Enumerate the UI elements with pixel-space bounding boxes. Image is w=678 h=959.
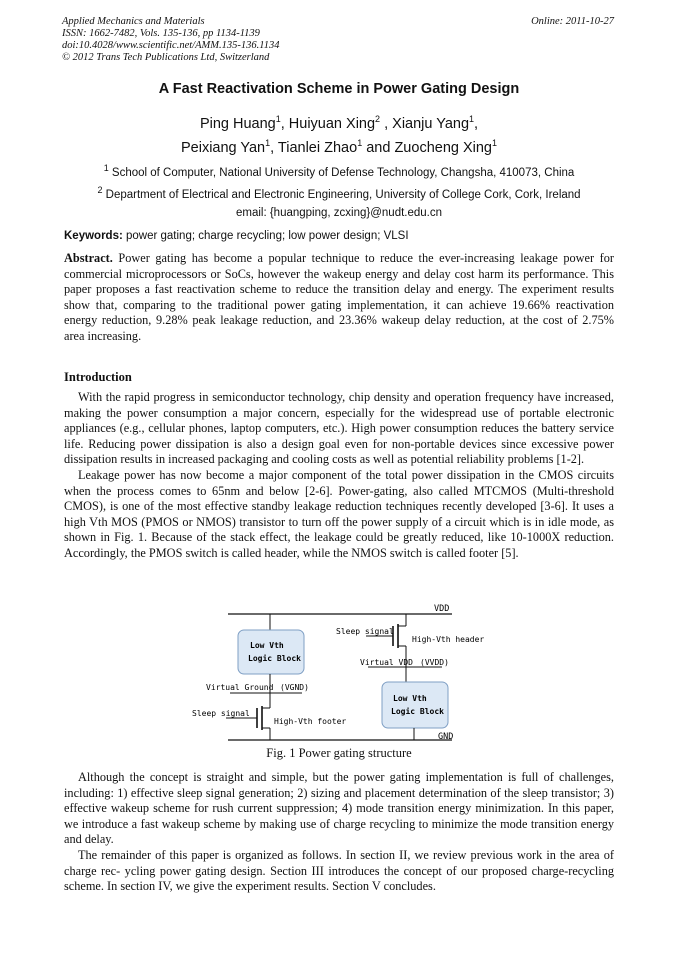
author-affil-mark: 1 [265, 138, 271, 148]
author-affil-mark: 1 [469, 114, 475, 124]
intro-paragraph-2: Leakage power has now become a major component of the total power dissipation in the CMOS circuits when the process comes to 65nm and below [2-6]. Power-gating, also called MTCMOS (Multi-threshold CMOS), is one of the most effective standby leakage reduction techniques recently developed [3-6]. It uses a high Vth MOS (PMOS or NMOS) transistor to turn off the power supply of a circuit which is in idle mode, as shown in Fig. 1. Because of the stack effect, the leakage could be greatly reduced, like 10-1000X reduction. Accordingly, the PMOS switch is called header, while the NMOS switch is called footer [5]. [64, 467, 614, 560]
block-right-line1: Low Vth [393, 694, 427, 703]
sleep-signal-top-label: Sleep signal [336, 627, 394, 636]
affiliation-1 [0, 163, 678, 179]
abstract [64, 251, 614, 345]
author-separator: , [474, 115, 479, 132]
author-affil-mark: 1 [357, 138, 363, 148]
author-line-2 [0, 138, 678, 156]
intro-paragraph-4: The remainder of this paper is organized as follows. In section II, we review previous work in the area of charge rec- ycling power gating design. Section III introduces the concept of our proposed charge-recycling scheme. In section IV, we give the experiment results. Section V concludes. [64, 847, 614, 894]
author-name: and Zuocheng Xing [362, 139, 492, 156]
author-name: Peixiang Yan [180, 139, 266, 156]
paper-title: A Fast Reactivation Scheme in Power Gating Design [158, 81, 520, 97]
affil-text: Department of Electrical and Electronic Engineering, University of College Cork, Cork, Ireland [102, 188, 581, 201]
author-name: , Tianlei Zhao [270, 139, 358, 156]
vvdd-label: (VVDD) [420, 658, 449, 667]
author-name: Ping Huang [199, 115, 276, 132]
intro-paragraph-1: With the rapid progress in semiconductor technology, chip density and operation frequency have increased, making the power consumption a major concern, especially for the widespread use of portable electronic appliances (e.g., cellular phones, laptop computers, etc.). High power consumption reduces the battery service life. Reducing power dissipation is also a design goal even for non-portable devices since excessive power dissipation results in increased packaging and cooling costs as well as potential reliability problems [1-2]. [64, 390, 614, 467]
virtual-vdd-label: Virtual VDD [360, 658, 413, 667]
section-heading-introduction: Introduction [64, 370, 132, 384]
doi-line: doi:10.4028/www.scientific.net/AMM.135-136.1134 [62, 40, 280, 51]
abstract-text: Power gating has become a popular technique to reduce the ever-increasing leakage power for commercial microprocessors or SoCs, however the wakeup energy and delay cost harm its performance. This paper proposes a fast reactivation scheme to reduce the transition delay and energy. The experiment results show that, comparing to the traditional power gating implementation, it can achieve 19.66% reactivation energy reduction, 9.28% peak leakage reduction, and 23.36% wakeup delay reduction, at the cost of 2.75% area increasing. [64, 251, 614, 343]
author-name: , Xianju Yang [380, 115, 470, 132]
journal-header [62, 16, 279, 64]
author-affil-mark: 2 [375, 114, 381, 124]
block-left-line2: Logic Block [248, 654, 301, 663]
affil-mark: 2 [97, 185, 103, 195]
figure-caption: Fig. 1 Power gating structure [266, 746, 412, 760]
email-line: email: {huangping, zcxing}@nudt.edu.cn [235, 207, 443, 219]
block-left-line1: Low Vth [250, 641, 284, 650]
intro-paragraphs-bottom [64, 770, 614, 895]
author-affil-mark: 1 [275, 114, 281, 124]
sleep-signal-bottom-label: Sleep signal [192, 709, 250, 718]
affiliation-2 [0, 185, 678, 201]
virtual-ground-label: Virtual Ground [206, 683, 274, 692]
intro-paragraph-3: Although the concept is straight and simple, but the power gating implementation is full of challenges, including: 1) effective sleep signal generation; 2) sizing and placement determination of the sleep transistor; 3) effective wakeup scheme for rush current suppression; 4) mode transition energy minimization. In this paper, we introduce a fast wakeup scheme by making use of charge recycling to minimize the mode transition energy and delay. [64, 770, 614, 847]
issn-line: ISSN: 1662-7482, Vols. 135-136, pp 1134-1139 [62, 28, 260, 39]
vdd-label: VDD [434, 604, 450, 614]
logic-block-right [382, 682, 448, 728]
gnd-label: GND [438, 732, 454, 742]
logic-block-left [238, 630, 304, 674]
copyright-line: © 2012 Trans Tech Publications Ltd, Switzerland [62, 52, 270, 63]
keywords-line [64, 230, 409, 242]
power-gating-figure [190, 604, 490, 744]
online-date: Online: 2011-10-27 [531, 16, 614, 27]
author-line-1 [0, 114, 678, 132]
footer-label: High-Vth footer [274, 717, 347, 726]
affil-text: School of Computer, National University of Defense Technology, Changsha, 410073, China [108, 166, 575, 179]
block-right-line2: Logic Block [391, 707, 444, 716]
intro-paragraphs-top [64, 390, 614, 562]
keywords-text: power gating; charge recycling; low power design; VLSI [122, 230, 409, 242]
journal-name: Applied Mechanics and Materials [62, 16, 205, 27]
author-affil-mark: 1 [492, 138, 498, 148]
abstract-label: Abstract. [64, 251, 113, 265]
affil-mark: 1 [103, 163, 109, 173]
vgnd-label: (VGND) [280, 683, 309, 692]
header-label: High-Vth header [412, 635, 485, 644]
author-name: , Huiyuan Xing [280, 115, 376, 132]
keywords-label: Keywords: [64, 230, 123, 242]
